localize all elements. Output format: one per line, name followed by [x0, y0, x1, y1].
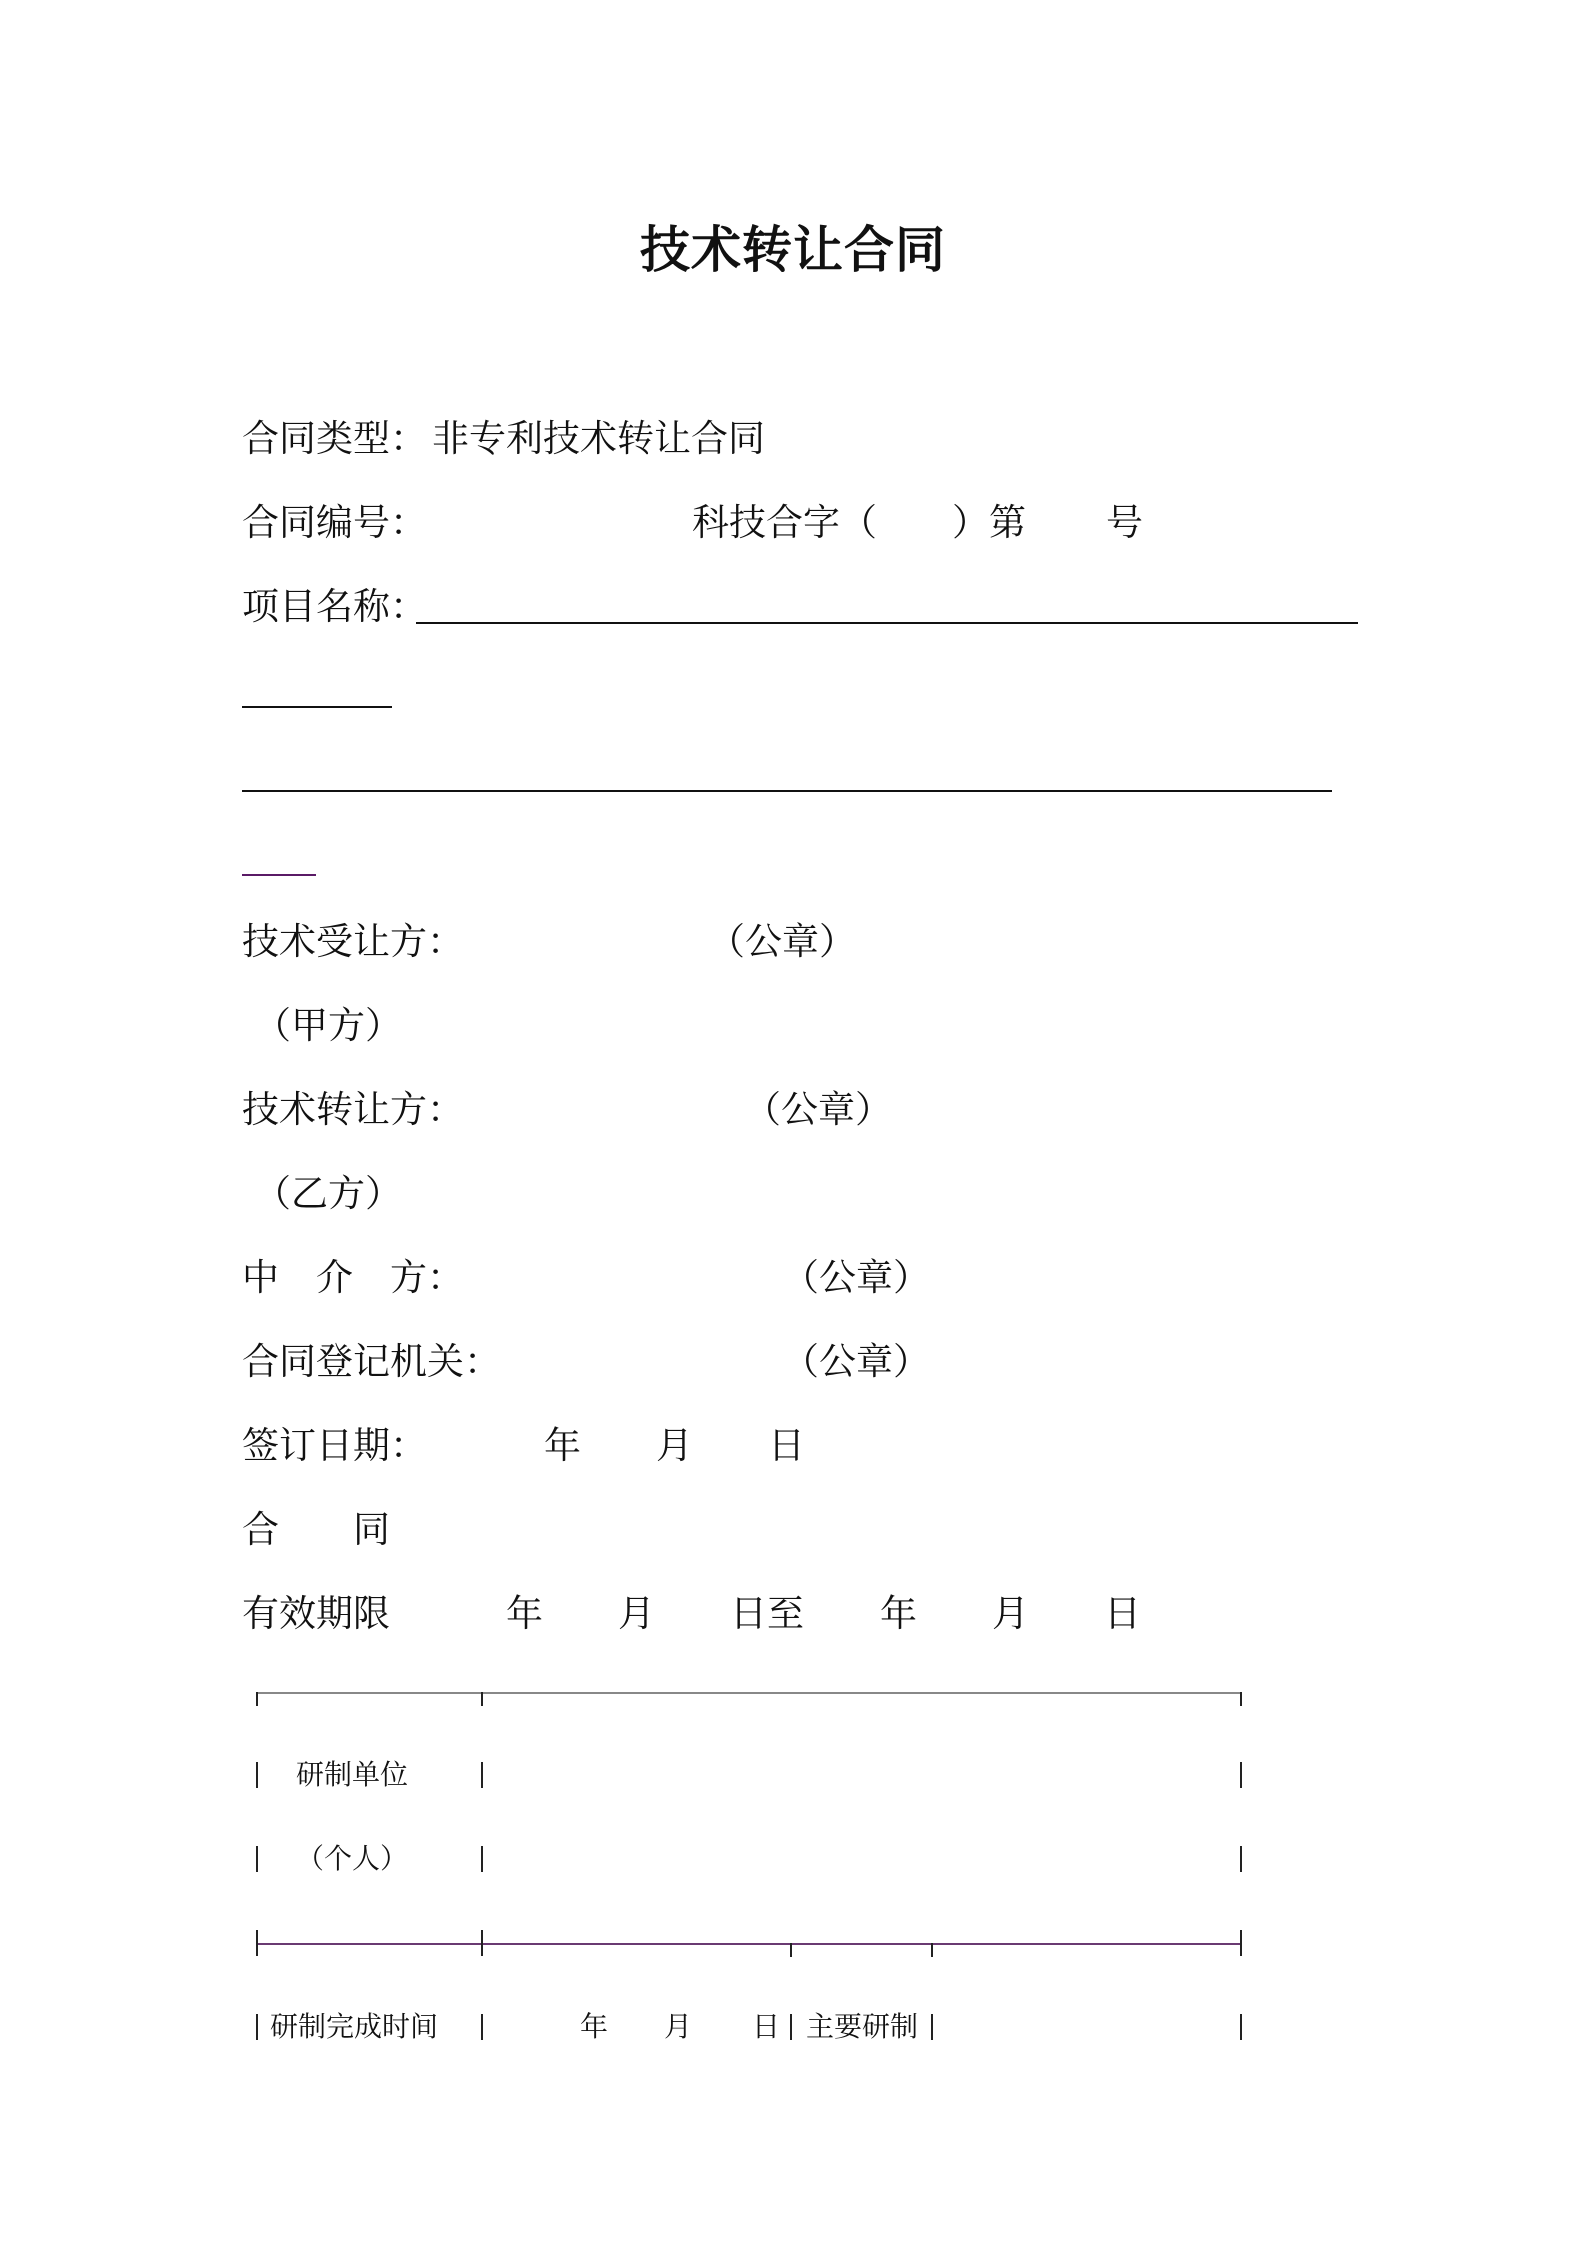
sign-date-label: 签订日期： [242, 1424, 427, 1467]
table-tick [790, 1943, 792, 1957]
project-name-label: 项目名称： [242, 585, 427, 628]
table-tick [931, 1943, 933, 1957]
registrar-label: 合同登记机关： [242, 1340, 501, 1383]
main-dev-label: 主要研制 [806, 2010, 919, 2043]
project-name-underline-3[interactable] [242, 790, 1332, 792]
contract-type-value: 非专利技术转让合同 [432, 417, 765, 460]
completion-day: 日 [752, 2010, 781, 2043]
table-tick [256, 1846, 258, 1872]
assignee-role: （甲方） [254, 1004, 402, 1047]
validity-month-1: 月 [618, 1592, 655, 1635]
completion-year: 年 [580, 2010, 609, 2043]
table-tick [931, 2014, 933, 2040]
table-tick [1240, 1762, 1242, 1788]
contract-number-label: 合同编号： [242, 501, 427, 544]
table-middle-border [256, 1943, 1240, 1945]
assignor-seal: （公章） [744, 1088, 892, 1131]
registrar-seal: （公章） [782, 1340, 930, 1383]
table-tick [256, 1692, 258, 1706]
table-tick [1240, 1692, 1242, 1706]
completion-month: 月 [664, 2010, 693, 2043]
intermediary-seal: （公章） [782, 1256, 930, 1299]
table-tick [1240, 2014, 1242, 2040]
completion-time-label: 研制完成时间 [270, 2010, 439, 2043]
page-title: 技术转让合同 [640, 221, 946, 279]
table-tick [481, 1930, 483, 1956]
table-tick [790, 2014, 792, 2040]
project-name-underline-2[interactable] [242, 706, 392, 708]
table-tick [1240, 1930, 1242, 1956]
assignee-seal: （公章） [708, 920, 856, 963]
table-tick [481, 1846, 483, 1872]
validity-label-line2: 有效期限 [242, 1592, 390, 1635]
sign-date-day: 日 [768, 1424, 805, 1467]
intermediary-label: 中 介 方： [242, 1256, 464, 1299]
validity-day-2: 日 [1104, 1592, 1141, 1635]
assignor-label: 技术转让方： [242, 1088, 464, 1131]
validity-day-to: 日至 [730, 1592, 804, 1635]
validity-year-1: 年 [506, 1592, 543, 1635]
contract-number-prefix: 科技合字（ [692, 501, 877, 544]
table-tick [481, 1762, 483, 1788]
contract-number-suffix: 号 [1106, 501, 1143, 544]
contract-number-mid: ）第 [952, 501, 1026, 544]
sign-date-year: 年 [544, 1424, 581, 1467]
table-tick [256, 1930, 258, 1956]
contract-type-label: 合同类型： [242, 417, 427, 460]
table-tick [256, 1762, 258, 1788]
assignor-role: （乙方） [254, 1172, 402, 1215]
table-tick [481, 2014, 483, 2040]
dev-unit-label-line1: 研制单位 [296, 1758, 409, 1791]
validity-month-2: 月 [992, 1592, 1029, 1635]
validity-label-line1: 合 同 [242, 1508, 390, 1551]
project-name-underline-1[interactable] [416, 622, 1358, 624]
table-tick [256, 2014, 258, 2040]
assignee-label: 技术受让方： [242, 920, 464, 963]
table-tick [1240, 1846, 1242, 1872]
sign-date-month: 月 [656, 1424, 693, 1467]
validity-year-2: 年 [880, 1592, 917, 1635]
dev-unit-label-line2: （个人） [296, 1842, 409, 1875]
project-name-underline-4[interactable] [242, 874, 316, 876]
table-tick [481, 1692, 483, 1706]
table-top-border [256, 1692, 1240, 1694]
